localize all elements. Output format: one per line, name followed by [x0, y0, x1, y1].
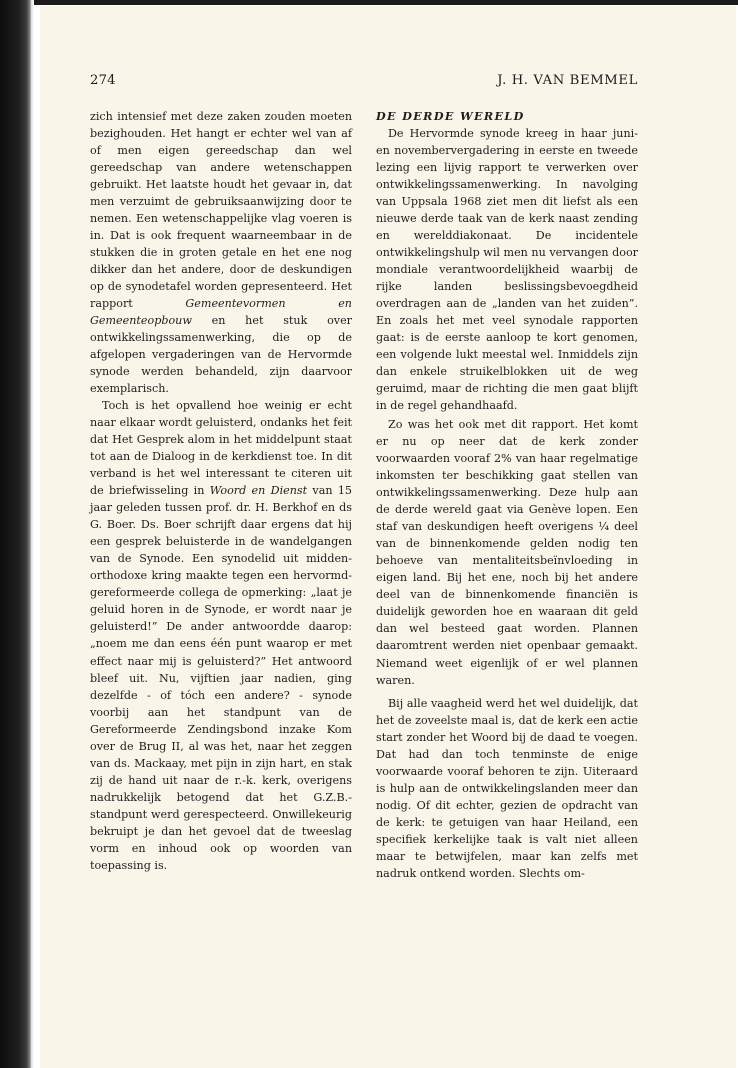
italic-title: Woord en Dienst	[209, 484, 308, 498]
text-run: zich intensief met deze zaken zouden moeten bezighouden. Het hangt er echter wel van af of men eigen gereedschap dan wel gereedschap van andere wetenschappen gebruikt. Het laatste houdt het gevaar in, dat men verzuimt de gebruiksaanwijzing door te nemen. Een wetenschappelijke vlag voeren is in. Dat is ook frequent waarneembaar in de stukken die in groten getale en het ene nog dikker dan het andere, door de deskundigen op de synodetafel worden gepresenteerd. Het rapport	[90, 110, 352, 311]
paragraph	[376, 125, 638, 414]
text-run: Zo was het ook met dit rapport. Het komt er nu op neer dat de kerk zonder voorwaarden vooraf 2% van haar regelmatige inkomsten ter beschikking gaat stellen van ontwikkelingssamenwerking. Deze hulp aan de derde wereld gaat via Genève lopen. Een staf van deskundigen heeft overigens ¼ deel van de binnenkomende gelden nodig ten behoeve van mentaliteitsbeïnvloeding in eigen land. Bij het ene, noch bij het andere deel van de binnenkomende financiën is duidelijk geworden hoe en waaraan dit geld dan wel besteed gaat worden. Plannen daaromtrent werden niet openbaar gemaakt. Niemand weet eigenlijk of er wel plannen waren.	[376, 418, 638, 687]
italic-title: Gemeentevormen en Gemeenteopbouw	[90, 297, 352, 328]
running-head	[90, 73, 638, 93]
section-heading: DE DERDE WERELD	[376, 110, 525, 123]
paragraph	[90, 397, 352, 873]
text-run: Bij alle vaagheid werd het wel duidelijk, dat het de zoveelste maal is, dat de kerk een actie start zonder het Woord bij de daad te voegen. Dat had dan toch tenminste de enige voorwaarde vooraf behoren te zijn. Uiteraard is hulp aan de ontwikkelingslanden meer dan nodig. Of dit echter, gezien de opdracht van de kerk: te getuigen van haar Heiland, een specifiek kerkelijke taak is valt niet alleen maar te betwijfelen, maar kan zelfs met nadruk ontkend worden. Slechts om-	[376, 696, 638, 880]
text-run: Toch is het opvallend hoe weinig er echt naar elkaar wordt geluisterd, ondanks het feit dat Het Gesprek alom in het middelpunt staat tot aan de Dialoog in de kerkdienst toe. In dit verband is het wel interessant te citeren uit de briefwisseling in	[90, 399, 352, 498]
paragraph	[376, 695, 638, 882]
left-column	[90, 108, 352, 874]
text-run: van 15 jaar geleden tussen prof. dr. H. Berkhof en ds G. Boer. Ds. Boer schrijft daar ergens dat hij een gesprek beluisterde in de wandelgangen van de Synode. Een synodelid uit midden-orthodoxe kring maakte tegen een hervormd-gereformeerde collega de opmerking: „laat je geluid horen in de Synode, er wordt naar je geluisterd!” De ander antwoordde daarop: „noem me dan eens één punt waarop er met effect naar mij is geluisterd?” Het antwoord bleef uit. Nu, vijftien jaar nadien, ging dezelfde - of tóch een andere? - synode voorbij aan het standpunt van de Gereformeerde Zendingsbond inzake Kom over de Brug II, al was het, naar het zeggen van ds. Mackaay, met pijn in zijn hart, en stak zij de hand uit naar de r.-k. kerk, overigens nadrukkelijk betogend dat het G.Z.B.-standpunt werd gerespecteerd. Onwillekeurig bekruipt je dan het gevoel dat de tweeslag vorm en inhoud ook op woorden van toepassing is.	[90, 484, 352, 872]
paragraph	[90, 108, 352, 397]
running-head-author: J. H. VAN BEMMEL	[497, 73, 638, 88]
scan-top-border	[0, 0, 738, 5]
right-column	[376, 108, 638, 882]
scan-left-border	[0, 0, 31, 1068]
text-run: De Hervormde synode kreeg in haar juni- en novembervergadering in eerste en tweede lezing een lijvig rapport te verwerken over ontwikkelingssamenwerking. In navolging van Uppsala 1968 ziet men dit liefst als een nieuwe derde taak van de kerk naast zending en werelddiakonaat. De incidentele ontwikkelingshulp wil men nu vervangen door mondiale verantwoordelijkheid waarbij de rijke landen beslissingsbevoegdheid overdragen aan de „landen van het zuiden”. En zoals het met veel synodale rapporten gaat: is de eerste aanloop te kort genomen, een volgende lukt meestal wel. Inmiddels zijn dan enkele struikelblokken uit de weg geruimd, maar de richting die men gaat blijft in de regel gehandhaafd.	[376, 127, 638, 413]
scan-left-edge	[31, 0, 34, 1068]
paragraph	[376, 416, 638, 688]
page-number: 274	[90, 73, 116, 88]
text-run: en het stuk over ontwikkelingssamenwerking, die op de afgelopen vergaderingen van de Hervormde synode werden behandeld, zijn daarvoor exemplarisch.	[90, 314, 352, 396]
